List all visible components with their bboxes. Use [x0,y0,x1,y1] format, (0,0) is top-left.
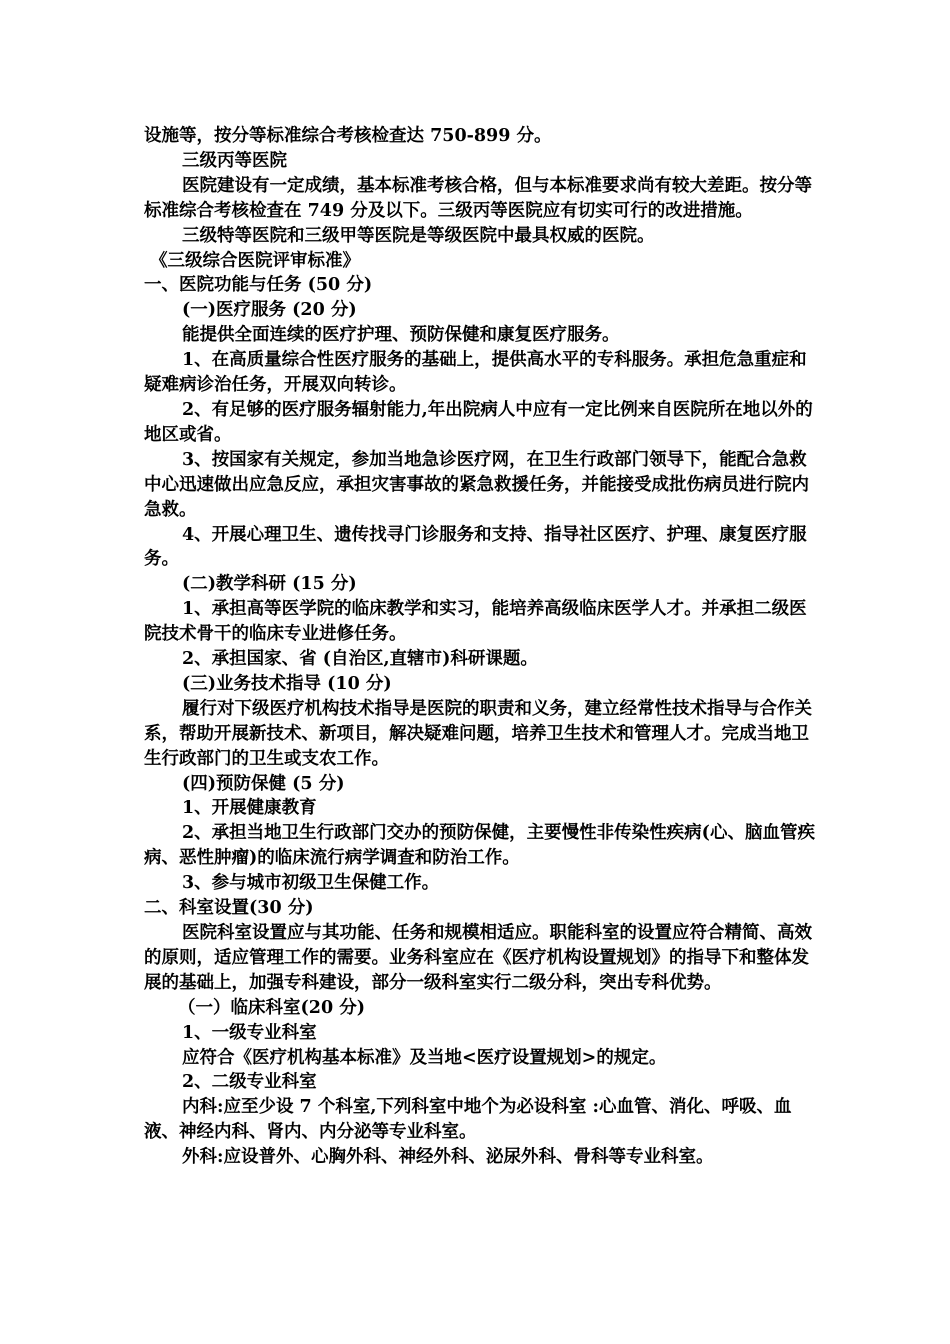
document-body [144,124,819,1170]
paragraph-guidance: 履行对下级医疗机构技术指导是医院的职责和义务，建立经常性技术指导与合作关系，帮助开展新技术、新项目，解决疑难问题，培养卫生技术和管理人才。完成当地卫生行政部门的卫生或支农工作。 [144,698,812,769]
list-item-clinical-1: 1、一级专业科室 [182,1022,317,1043]
subsection-heading-medical-service: (一)医疗服务 (20 分) [182,300,357,321]
list-item-medical-1: 1、在高质量综合性医疗服务的基础上，提供高水平的专科服务。承担危急重症和疑难病诊治任务，开展双向转诊。 [144,350,807,396]
paragraph-medical-service-intro: 能提供全面连续的医疗护理、预防保健和康复医疗服务。 [182,325,620,346]
heading-grade-3c: 三级丙等医院 [182,150,287,171]
section-heading-2: 二、科室设置(30 分) [144,898,314,919]
paragraph-grade-3c-desc: 医院建设有一定成绩，基本标准考核合格，但与本标准要求尚有较大差距。按分等标准综合考核检查在 749 分及以下。三级丙等医院应有切实可行的改进措施。 [144,175,812,221]
subsection-heading-clinical: （一）临床科室(20 分) [178,997,366,1018]
document-title: 《三级综合医院评审标准》 [150,250,360,271]
list-item-prevention-3: 3、参与城市初级卫生保健工作。 [182,873,440,894]
list-item-medical-3: 3、按国家有关规定，参加当地急诊医疗网，在卫生行政部门领导下，能配合急救中心迅速做出应急反应，承担灾害事故的紧急救援任务，并能接受成批伤病员进行院内急救。 [144,449,809,520]
list-item-prevention-2: 2、承担当地卫生行政部门交办的预防保健，主要慢性非传染性疾病(心、脑血管疾病、恶性肿瘤)的临床流行病学调查和防治工作。 [144,823,815,869]
paragraph-clinical-1-desc: 应符合《医疗机构基本标准》及当地<医疗设置规划>的规定。 [182,1047,667,1068]
list-item-teaching-1: 1、承担高等医学院的临床教学和实习，能培养高级临床医学人才。并承担二级医院技术骨干的临床专业进修任务。 [144,599,807,645]
paragraph-grade-score-tail: 设施等，按分等标准综合考核检查达 750-899 分。 [144,126,552,146]
list-item-medical-4: 4、开展心理卫生、遗传找寻门诊服务和支持、指导社区医疗、护理、康复医疗服务。 [144,524,807,570]
subsection-heading-teaching: (二)教学科研 (15 分) [182,574,357,595]
paragraph-internal-medicine: 内科:应至少设 7 个科室,下列科室中地个为必设科室 :心血管、消化、呼吸、血液、神经内科、肾内、内分泌等专业科室。 [144,1097,792,1143]
list-item-medical-2: 2、有足够的医疗服务辐射能力,年出院病人中应有一定比例来自医院所在地以外的地区或省。 [144,399,813,445]
paragraph-departments: 医院科室设置应与其功能、任务和规模相适应。职能科室的设置应符合精简、高效的原则，适应管理工作的需要。业务科室应在《医疗机构设置规划》的指导下和整体发展的基础上，加强专科建设，部分一级科室实行二级分科，突出专科优势。 [144,923,812,993]
list-item-prevention-1: 1、开展健康教育 [182,798,317,819]
section-heading-1: 一、医院功能与任务 (50 分) [144,275,373,296]
subsection-heading-prevention: (四)预防保健 (5 分) [182,773,345,794]
paragraph-surgery: 外科:应设普外、心胸外科、神经外科、泌尿外科、骨科等专业科室。 [182,1147,714,1168]
paragraph-top-grades: 三级特等医院和三级甲等医院是等级医院中最具权威的医院。 [182,225,655,246]
subsection-heading-guidance: (三)业务技术指导 (10 分) [182,673,392,694]
list-item-teaching-2: 2、承担国家、省 (自治区,直辖市)科研课题。 [182,649,538,670]
list-item-clinical-2: 2、二级专业科室 [182,1072,317,1093]
